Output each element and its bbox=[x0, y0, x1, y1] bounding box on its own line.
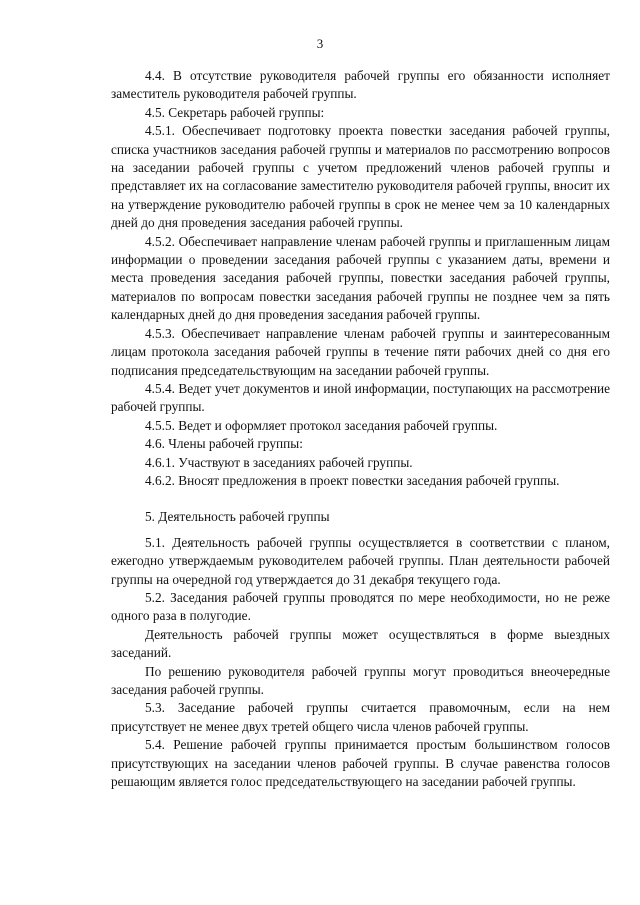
paragraph-5-1: 5.1. Деятельность рабочей группы осуществляется в соответствии с планом, ежегодно утверждаемым руководителем рабочей группы. План деятельности рабочей группы на очередной год утверждается до 31 декабря текущего года. bbox=[111, 534, 610, 587]
paragraph-4-5-4: 4.5.4. Ведет учет документов и иной информации, поступающих на рассмотрение рабочей группы. bbox=[111, 380, 610, 415]
paragraph-4-5-3: 4.5.3. Обеспечивает направление членам рабочей группы и заинтересованным лицам протокола заседания рабочей группы в течение пяти рабочих дней со дня его подписания председательствующим на заседании рабочей группы. bbox=[111, 325, 610, 378]
document-body bbox=[111, 67, 610, 791]
paragraph-5-2-offsite: Деятельность рабочей группы может осуществляться в форме выездных заседаний. bbox=[111, 626, 610, 661]
paragraph-5-3: 5.3. Заседание рабочей группы считается правомочным, если на нем присутствует не менее двух третей общего числа членов рабочей группы. bbox=[111, 700, 610, 734]
paragraph-4-6: 4.6. Члены рабочей группы: bbox=[145, 436, 303, 452]
page-number: 3 bbox=[316, 36, 324, 51]
paragraph-5-2-extraordinary: По решению руководителя рабочей группы могут проводиться внеочередные заседания рабочей группы. bbox=[111, 663, 610, 697]
paragraph-4-5-1: 4.5.1. Обеспечивает подготовку проекта повестки заседания рабочей группы, списка участников заседания рабочей группы и материалов по рассмотрению вопросов на заседании рабочей группы с учетом предложений членов рабочей группы и представляет их на согласование заместителю руководителя рабочей группы, вносит их на утверждение руководителю рабочей группы в срок не менее чем за 10 календарных дней до дня проведения заседания рабочей группы. bbox=[111, 123, 610, 231]
paragraph-4-5-5: 4.5.5. Ведет и оформляет протокол заседания рабочей группы. bbox=[145, 417, 498, 433]
paragraph-4-4: 4.4. В отсутствие руководителя рабочей группы его обязанности исполняет заместитель руководителя рабочей группы. bbox=[111, 68, 610, 102]
paragraph-4-5: 4.5. Секретарь рабочей группы: bbox=[145, 104, 325, 120]
paragraph-5-2: 5.2. Заседания рабочей группы проводятся по мере необходимости, но не реже одного раза в полугодие. bbox=[111, 589, 610, 624]
paragraph-4-6-1: 4.6.1. Участвуют в заседаниях рабочей группы. bbox=[145, 454, 413, 470]
section-heading: 5. Деятельность рабочей группы bbox=[145, 509, 330, 525]
paragraph-5-4: 5.4. Решение рабочей группы принимается простым большинством голосов присутствующих на заседании членов рабочей группы. В случае равенства голосов решающим является голос председательствующего на заседании рабочей группы. bbox=[111, 737, 610, 790]
paragraph-4-6-2: 4.6.2. Вносят предложения в проект повестки заседания рабочей группы. bbox=[145, 472, 560, 488]
paragraph-4-5-2: 4.5.2. Обеспечивает направление членам рабочей группы и приглашенным лицам информации о проведении заседания рабочей группы с указанием даты, времени и места проведения заседания рабочей группы, повестки заседания рабочей группы, материалов по вопросам повестки заседания рабочей группы не позднее чем за пять календарных дней до дня проведения заседания рабочей группы. bbox=[111, 233, 610, 323]
